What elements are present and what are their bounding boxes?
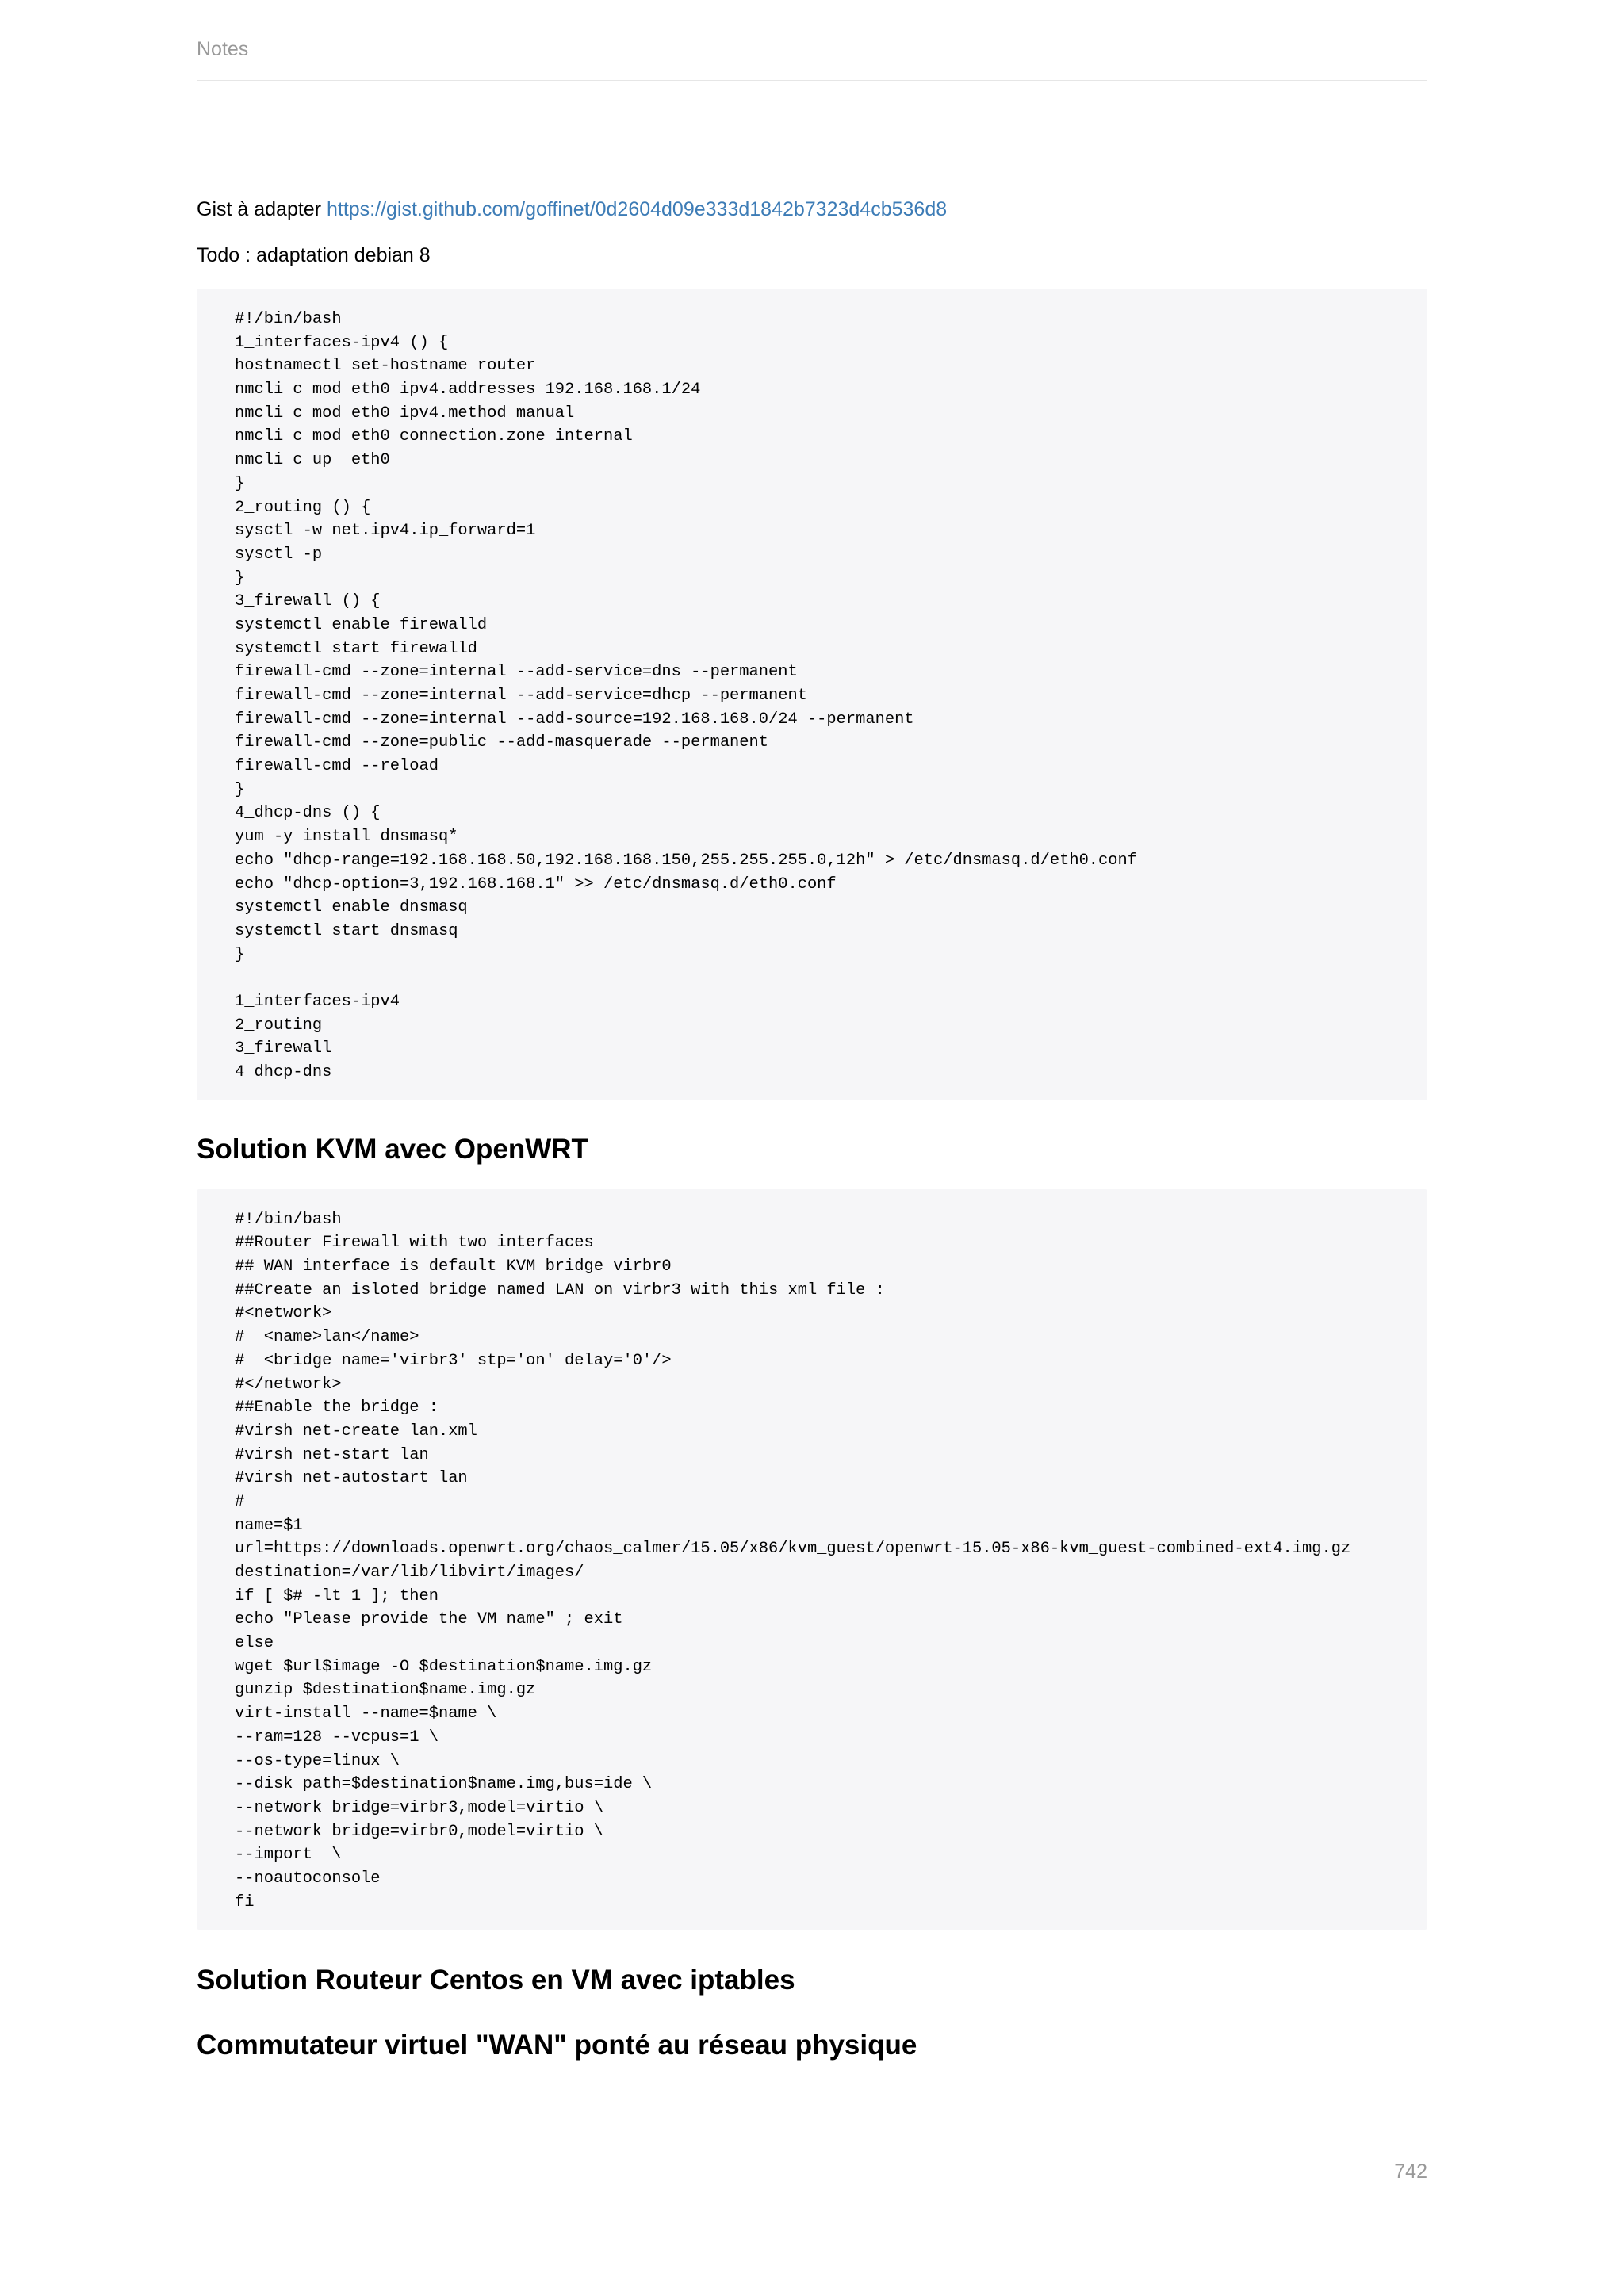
heading-solution-kvm-openwrt: Solution KVM avec OpenWRT xyxy=(197,1133,588,1165)
code-line: echo "dhcp-range=192.168.168.50,192.168.168.150,255.255.255.0,12h" > /etc/dnsmasq.d/eth0.conf xyxy=(235,851,1137,870)
gist-paragraph xyxy=(197,190,1427,228)
page-content xyxy=(197,190,1427,2064)
page-header xyxy=(197,36,1427,81)
code-line: firewall-cmd --zone=internal --add-source=192.168.168.0/24 --permanent xyxy=(235,710,914,729)
code-line: # <name>lan</name> xyxy=(235,1328,419,1347)
code-block-openwrt-script-text xyxy=(235,1208,1389,1915)
code-line: if [ $# -lt 1 ]; then xyxy=(235,1586,439,1605)
code-line: 3_firewall () { xyxy=(235,592,381,611)
code-line: systemctl start firewalld xyxy=(235,639,477,658)
code-line: } xyxy=(235,568,245,587)
code-line: sysctl -w net.ipv4.ip_forward=1 xyxy=(235,522,536,541)
code-line: firewall-cmd --zone=internal --add-service=dns --permanent xyxy=(235,663,798,682)
code-line: --network bridge=virbr0,model=virtio \ xyxy=(235,1822,603,1841)
code-line: #virsh net-autostart lan xyxy=(235,1469,468,1488)
heading-wan-virtual-switch: Commutateur virtuel "WAN" ponté au réseau physique xyxy=(197,2030,917,2061)
code-line: sysctl -p xyxy=(235,545,323,564)
code-line: firewall-cmd --zone=public --add-masquerade --permanent xyxy=(235,733,769,752)
heading-solution-centos-iptables: Solution Routeur Centos en VM avec iptables xyxy=(197,1965,795,1996)
code-line: firewall-cmd --reload xyxy=(235,757,439,776)
code-line: ##Enable the bridge : xyxy=(235,1399,439,1418)
code-line: ##Router Firewall with two interfaces xyxy=(235,1234,594,1253)
code-line: echo "Please provide the VM name" ; exit xyxy=(235,1610,623,1629)
code-line: nmcli c mod eth0 ipv4.method manual xyxy=(235,404,575,423)
code-line: --disk path=$destination$name.img,bus=ide \ xyxy=(235,1775,653,1794)
code-line: systemctl enable firewalld xyxy=(235,615,488,634)
code-line: } xyxy=(235,780,245,799)
code-line: nmcli c mod eth0 connection.zone internal xyxy=(235,427,633,446)
todo-paragraph: Todo : adaptation debian 8 xyxy=(197,244,431,266)
page-footer xyxy=(197,2141,1427,2189)
code-line: #</network> xyxy=(235,1375,342,1394)
code-line: else xyxy=(235,1634,274,1653)
code-line: --os-type=linux \ xyxy=(235,1751,400,1770)
code-line: #<network> xyxy=(235,1304,332,1323)
code-line: gunzip $destination$name.img.gz xyxy=(235,1681,536,1700)
code-line: name=$1 xyxy=(235,1516,303,1535)
code-line: --noautoconsole xyxy=(235,1869,381,1888)
code-line: hostnamectl set-hostname router xyxy=(235,357,536,376)
code-line: ##Create an isloted bridge named LAN on virbr3 with this xml file : xyxy=(235,1280,885,1299)
code-line: 4_dhcp-dns () { xyxy=(235,804,381,823)
code-line: --import \ xyxy=(235,1846,342,1865)
code-line: 2_routing xyxy=(235,1016,323,1035)
code-line: } xyxy=(235,945,245,964)
code-line: } xyxy=(235,474,245,493)
code-line: wget $url$image -O $destination$name.img.gz xyxy=(235,1657,653,1676)
code-line: #!/bin/bash xyxy=(235,310,342,328)
code-block-router-script xyxy=(197,289,1427,1100)
code-line: #!/bin/bash xyxy=(235,1210,342,1229)
code-block-openwrt-script xyxy=(197,1189,1427,1931)
code-line: 4_dhcp-dns xyxy=(235,1063,332,1081)
code-line: echo "dhcp-option=3,192.168.168.1" >> /etc/dnsmasq.d/eth0.conf xyxy=(235,874,837,894)
code-line: #virsh net-create lan.xml xyxy=(235,1422,477,1441)
code-line: yum -y install dnsmasq* xyxy=(235,828,458,847)
code-line: --ram=128 --vcpus=1 \ xyxy=(235,1728,439,1747)
code-line xyxy=(235,966,1389,990)
code-line: nmcli c mod eth0 ipv4.addresses 192.168.168.1/24 xyxy=(235,381,701,400)
header-title: Notes xyxy=(197,38,249,60)
code-line: systemctl enable dnsmasq xyxy=(235,898,468,917)
code-line: systemctl start dnsmasq xyxy=(235,921,458,940)
code-line: nmcli c up eth0 xyxy=(235,451,390,470)
code-line: virt-install --name=$name \ xyxy=(235,1705,497,1724)
code-line: fi xyxy=(235,1892,255,1911)
gist-label: Gist à adapter xyxy=(197,198,327,220)
code-line: 2_routing () { xyxy=(235,498,371,517)
code-line: # xyxy=(235,1492,245,1511)
code-line: --network bridge=virbr3,model=virtio \ xyxy=(235,1798,603,1817)
code-line: 3_firewall xyxy=(235,1039,332,1058)
code-line: 1_interfaces-ipv4 xyxy=(235,992,400,1011)
code-line: # <bridge name='virbr3' stp='on' delay='0'/> xyxy=(235,1351,672,1370)
code-line: url=https://downloads.openwrt.org/chaos_calmer/15.05/x86/kvm_guest/openwrt-15.05-x86-kvm_guest-combined-ext4.img.gz xyxy=(235,1540,1351,1559)
gist-link[interactable]: https://gist.github.com/goffinet/0d2604d09e333d1842b7323d4cb536d8 xyxy=(326,198,948,220)
code-block-router-script-text xyxy=(235,308,1389,1085)
code-line: ## WAN interface is default KVM bridge virbr0 xyxy=(235,1257,672,1276)
page-number: 742 xyxy=(1394,2160,1427,2183)
code-line: destination=/var/lib/libvirt/images/ xyxy=(235,1563,584,1582)
code-line: #virsh net-start lan xyxy=(235,1445,429,1464)
code-line: firewall-cmd --zone=internal --add-service=dhcp --permanent xyxy=(235,687,807,705)
code-line: 1_interfaces-ipv4 () { xyxy=(235,333,449,352)
